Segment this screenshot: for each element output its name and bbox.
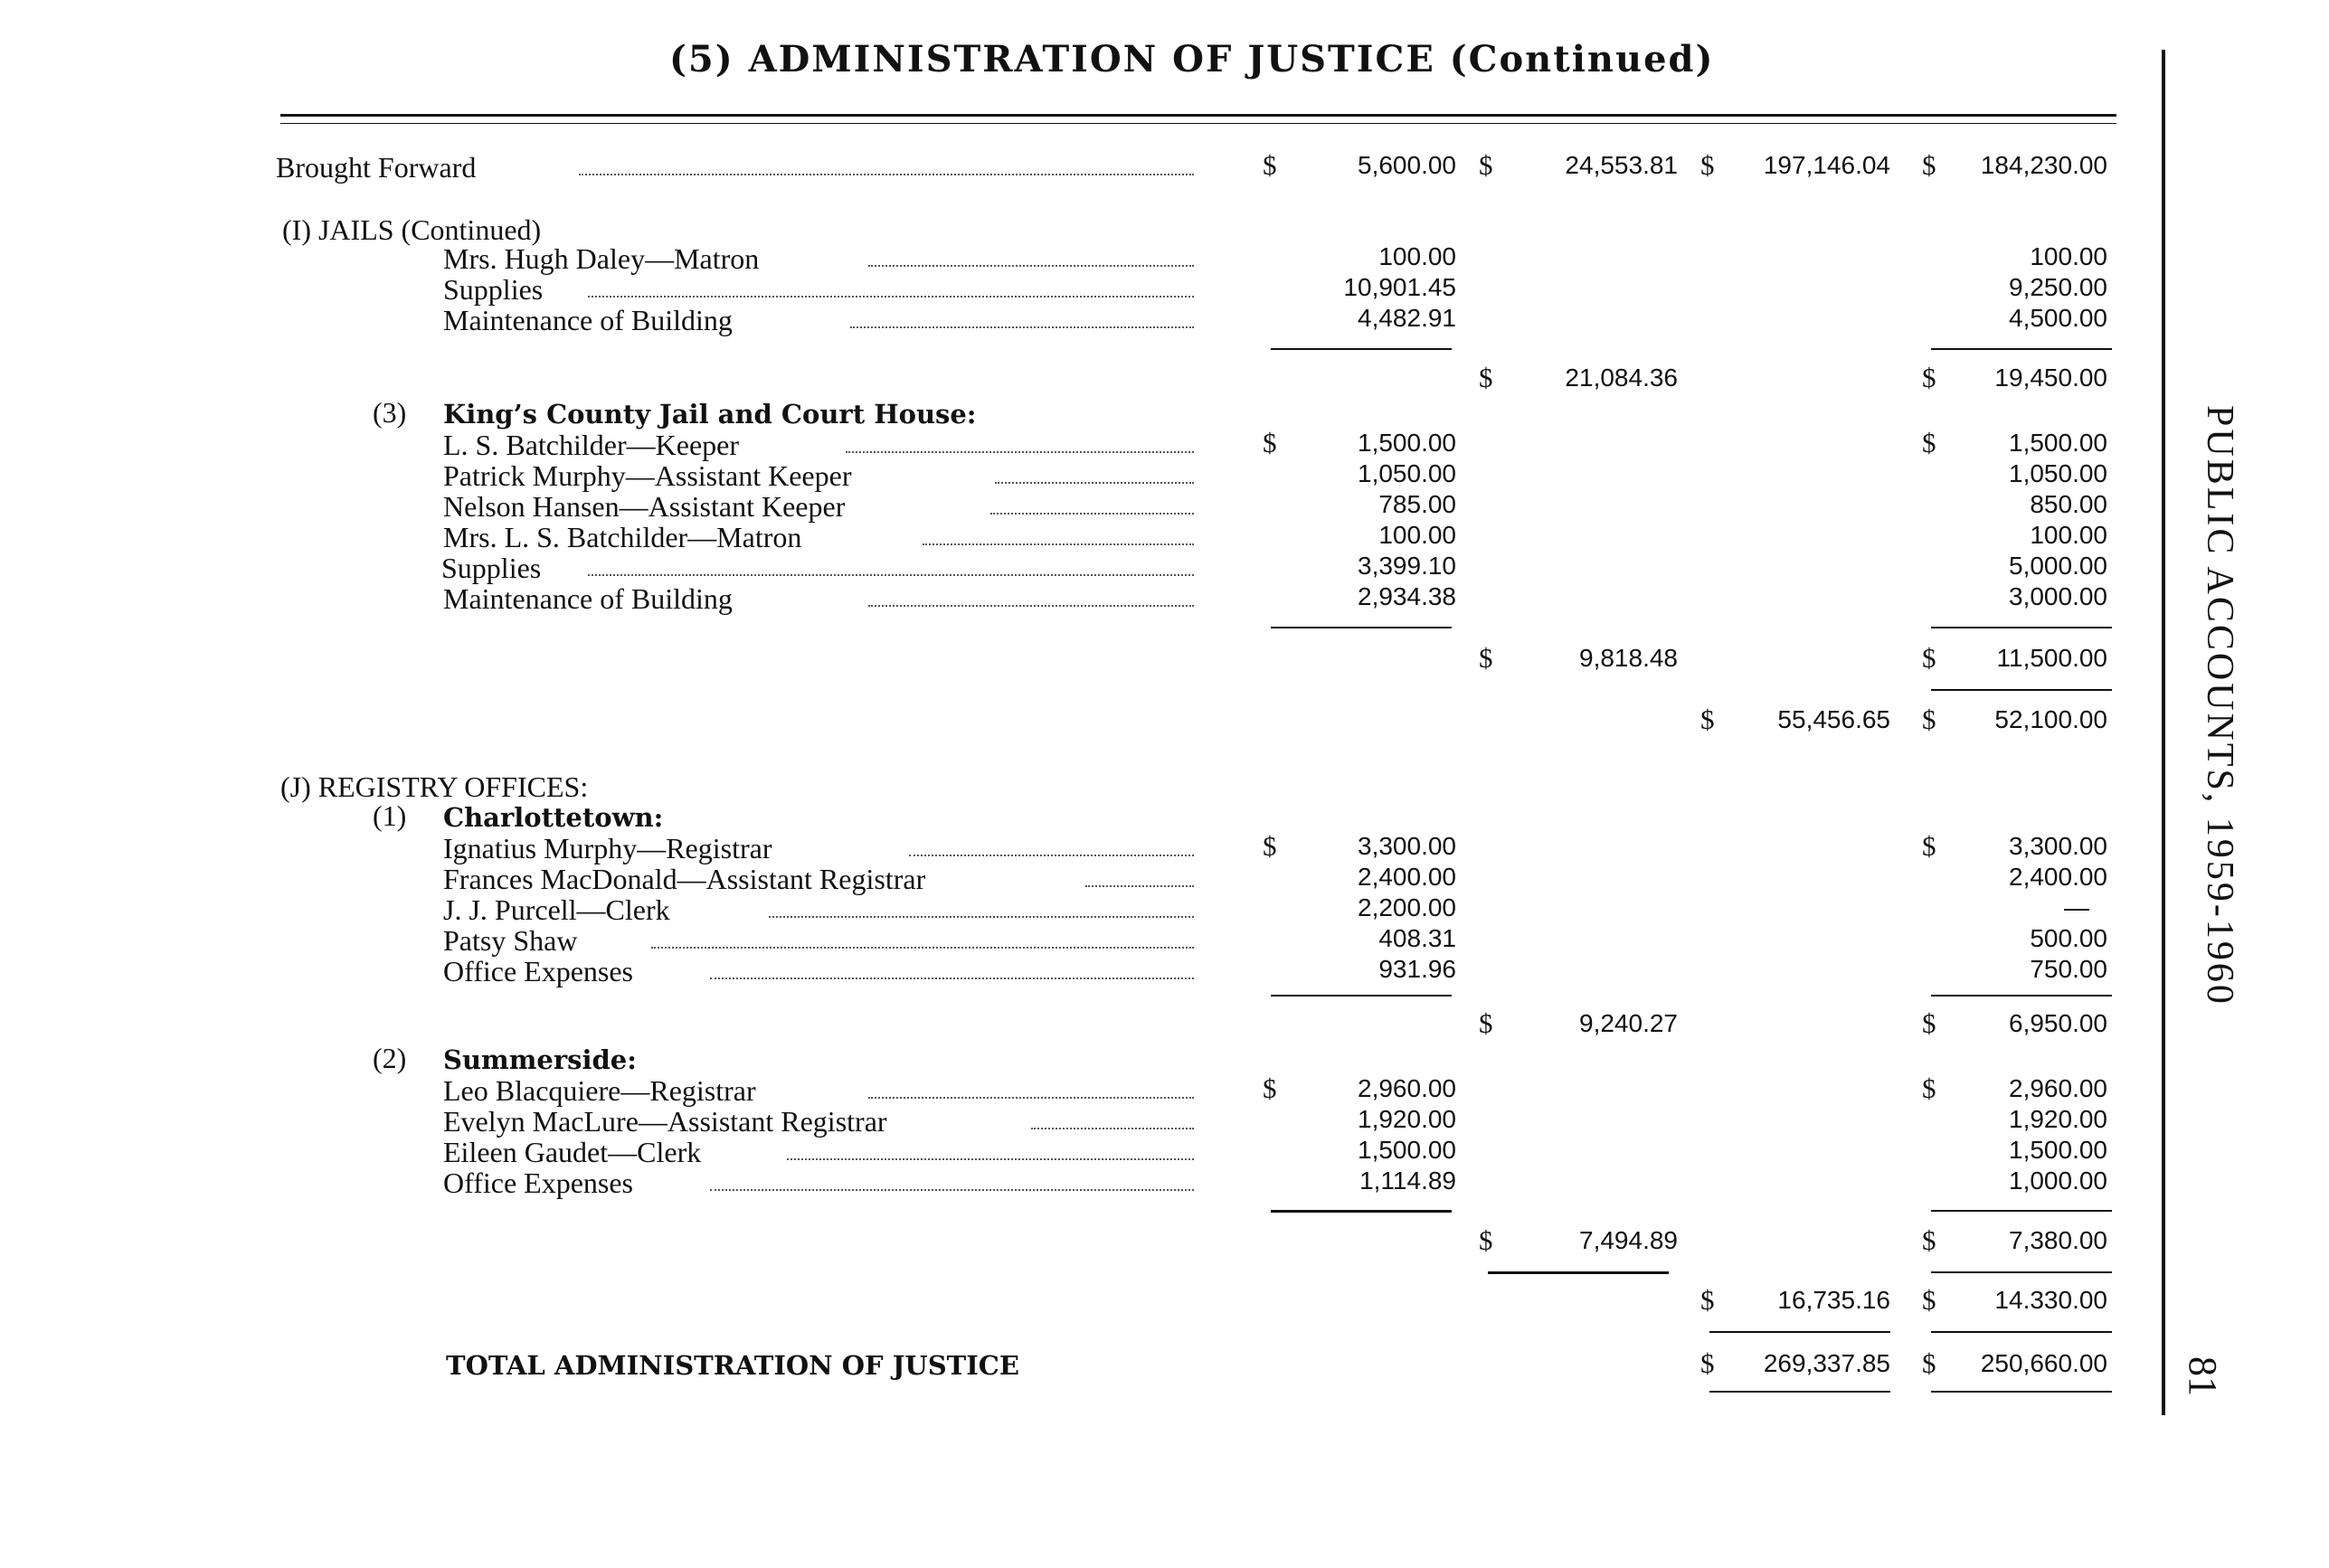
brought-forward-label: Brought Forward (276, 151, 477, 184)
sum-rule (1931, 627, 2112, 628)
section-heading-registry: (J) REGISTRY OFFICES: (280, 770, 589, 803)
amount-c1: 1,050.00 (1358, 459, 1456, 487)
line-item-label: Nelson Hansen—Assistant Keeper (443, 490, 846, 523)
line-item-label: J. J. Purcell—Clerk (443, 893, 670, 926)
dollar-sign: $ (1479, 362, 1493, 393)
grand-total-label: TOTAL ADMINISTRATION OF JUSTICE (446, 1350, 1019, 1381)
dollar-sign: $ (1922, 1347, 1936, 1379)
subsection-number: (2) (373, 1042, 407, 1074)
line-item-label: Leo Blacquiere—Registrar (443, 1074, 756, 1107)
amount-c1: 1,500.00 (1358, 429, 1456, 457)
brought-forward-c2: 24,553.81 (1565, 151, 1678, 179)
subsection-title: Summerside: (443, 1044, 637, 1075)
amount-c1: 100.00 (1378, 242, 1456, 270)
leader-dots (769, 916, 1194, 918)
subtotal-c2: 9,818.48 (1579, 644, 1678, 672)
subsection-title: Charlottetown: (443, 802, 664, 833)
dollar-sign: $ (1479, 1224, 1493, 1256)
dollar-sign: $ (1263, 830, 1277, 862)
line-item-label: Mrs. L. S. Batchilder—Matron (443, 521, 802, 553)
dollar-sign: $ (1479, 149, 1493, 181)
dollar-sign: $ (1700, 1284, 1715, 1316)
leader-dots (850, 326, 1194, 328)
subtotal-estimate: 6,950.00 (2009, 1009, 2107, 1037)
leader-dots (787, 1158, 1194, 1160)
leader-dots (588, 574, 1194, 576)
side-heading: PUBLIC ACCOUNTS, 1959-1960 (2199, 405, 2240, 1006)
dollar-sign: $ (1922, 1072, 1936, 1104)
amount-c1: 2,400.00 (1358, 863, 1456, 891)
dollar-sign: $ (1700, 149, 1715, 181)
jails-total-estimate: 52,100.00 (1994, 705, 2107, 733)
line-item-label: Mrs. Hugh Daley—Matron (443, 242, 760, 275)
jails-total-c3: 55,456.65 (1777, 705, 1890, 733)
leader-dots (868, 265, 1194, 267)
subtotal-c2: 9,240.27 (1579, 1009, 1678, 1037)
dollar-sign: $ (1922, 427, 1936, 458)
leader-dots (990, 513, 1194, 515)
dollar-sign: $ (1922, 830, 1936, 862)
leader-dots (868, 605, 1194, 607)
dollar-sign: $ (1922, 1224, 1936, 1256)
leader-dots (588, 296, 1194, 298)
amount-c1: 1,500.00 (1358, 1136, 1456, 1164)
subtotal-estimate: 11,500.00 (1996, 644, 2107, 672)
dollar-sign: $ (1922, 149, 1936, 181)
subsection-number: (3) (373, 396, 407, 429)
header-rule-thin (280, 123, 2116, 124)
leader-dots (651, 947, 1194, 949)
dollar-sign: $ (1922, 362, 1936, 393)
grand-total-c3: 269,337.85 (1763, 1349, 1890, 1377)
dollar-sign: $ (1922, 704, 1936, 735)
amount-c1: 10,901.45 (1343, 273, 1456, 301)
line-item-label: Supplies (441, 552, 542, 584)
sum-rule (1931, 995, 2112, 997)
line-item-label: Ignatius Murphy—Registrar (443, 832, 772, 864)
leader-dots (710, 1189, 1194, 1191)
line-item-label: L. S. Batchilder—Keeper (443, 429, 739, 461)
line-item-label: Maintenance of Building (443, 582, 733, 615)
line-item-label: Patsy Shaw (443, 924, 578, 957)
amount-c1: 1,114.89 (1359, 1167, 1456, 1195)
leader-dots (846, 451, 1194, 453)
brought-forward-c1: 5,600.00 (1358, 151, 1456, 179)
sum-rule (1271, 995, 1452, 997)
dollar-sign: $ (1700, 704, 1715, 735)
line-item-label: Office Expenses (443, 955, 633, 987)
leader-dots (1031, 1128, 1194, 1129)
amount-c1: 408.31 (1378, 924, 1456, 952)
amount-estimate: 5,000.00 (2009, 552, 2107, 580)
sum-rule (1931, 689, 2112, 691)
subtotal-estimate: 7,380.00 (2009, 1226, 2107, 1254)
amount-c1: 3,399.10 (1358, 552, 1456, 580)
sum-rule (1931, 1271, 2112, 1273)
amount-c1: 100.00 (1378, 521, 1456, 549)
page-number: 81 (2181, 1356, 2225, 1396)
amount-c1: 931.96 (1378, 955, 1456, 983)
leader-dots (1085, 885, 1194, 887)
amount-estimate: 100.00 (2030, 242, 2107, 270)
amount-estimate: 750.00 (2030, 955, 2107, 983)
dollar-sign: $ (1263, 427, 1277, 458)
leader-dots (995, 482, 1194, 484)
line-item-label: Patrick Murphy—Assistant Keeper (443, 459, 852, 492)
leader-dots (710, 978, 1194, 979)
amount-estimate: 100.00 (2030, 521, 2107, 549)
sum-rule (1271, 627, 1452, 628)
sum-rule (1931, 1210, 2112, 1212)
subsection-title: King’s County Jail and Court House: (443, 399, 977, 430)
amount-estimate: 2,960.00 (2009, 1074, 2107, 1102)
right-margin-rule (2162, 50, 2165, 1415)
amount-estimate: 500.00 (2030, 924, 2107, 952)
amount-c1: 4,482.91 (1358, 304, 1456, 332)
amount-estimate: 3,300.00 (2009, 832, 2107, 860)
header-rule (280, 114, 2116, 117)
leader-dots (868, 1097, 1194, 1099)
page-title: (5) ADMINISTRATION OF JUSTICE (Continued) (669, 38, 1715, 80)
section-heading-jails: (I) JAILS (Continued) (282, 213, 542, 246)
amount-c1: 2,200.00 (1358, 893, 1456, 921)
dollar-sign: $ (1263, 149, 1277, 181)
grand-total-estimate: 250,660.00 (1980, 1349, 2107, 1377)
sum-rule (1931, 348, 2112, 350)
line-item-label: Maintenance of Building (443, 304, 733, 336)
double-rule (1931, 1391, 2112, 1393)
brought-forward-c4: 184,230.00 (1980, 151, 2107, 179)
dollar-sign: $ (1479, 642, 1493, 674)
line-item-label: Eileen Gaudet—Clerk (443, 1136, 702, 1168)
leader-dots (923, 543, 1194, 545)
dollar-sign: $ (1700, 1347, 1715, 1379)
subtotal-estimate: 19,450.00 (1994, 364, 2107, 392)
registry-total-c3: 16,735.16 (1777, 1286, 1890, 1314)
amount-estimate: 850.00 (2030, 490, 2107, 518)
sum-rule (1271, 1210, 1452, 1213)
brought-forward-c3: 197,146.04 (1763, 151, 1890, 179)
line-item-label: Office Expenses (443, 1167, 633, 1199)
sum-rule (1931, 1331, 2112, 1333)
amount-c1: 2,960.00 (1358, 1074, 1456, 1102)
amount-estimate: 1,500.00 (2009, 1136, 2107, 1164)
dollar-sign: $ (1922, 642, 1936, 674)
dollar-sign: $ (1479, 1007, 1493, 1039)
amount-estimate: 3,000.00 (2009, 582, 2107, 610)
double-rule (1709, 1391, 1890, 1393)
amount-c1: 2,934.38 (1358, 582, 1456, 610)
registry-total-estimate: 14.330.00 (1994, 1286, 2107, 1314)
amount-estimate: 1,000.00 (2009, 1167, 2107, 1195)
sum-rule (1488, 1271, 1669, 1274)
amount-estimate: 1,050.00 (2009, 459, 2107, 487)
dollar-sign: $ (1922, 1284, 1936, 1316)
leader-dots (909, 855, 1194, 856)
sum-rule (1709, 1331, 1890, 1333)
amount-estimate: 1,920.00 (2009, 1105, 2107, 1133)
amount-estimate: 4,500.00 (2009, 304, 2107, 332)
line-item-label: Supplies (443, 273, 544, 306)
amount-c1: 3,300.00 (1358, 832, 1456, 860)
amount-estimate: 1,500.00 (2009, 429, 2107, 457)
subtotal-c2: 21,084.36 (1565, 364, 1678, 392)
dollar-sign: $ (1263, 1072, 1277, 1104)
leader-dots (579, 174, 1194, 175)
amount-c1: 785.00 (1378, 490, 1456, 518)
line-item-label: Frances MacDonald—Assistant Registrar (443, 863, 926, 895)
amount-estimate: — (2064, 893, 2089, 921)
subsection-number: (1) (373, 799, 407, 832)
amount-estimate: 9,250.00 (2009, 273, 2107, 301)
line-item-label: Evelyn MacLure—Assistant Registrar (443, 1105, 887, 1138)
amount-estimate: 2,400.00 (2009, 863, 2107, 891)
subtotal-c2: 7,494.89 (1579, 1226, 1678, 1254)
dollar-sign: $ (1922, 1007, 1936, 1039)
amount-c1: 1,920.00 (1358, 1105, 1456, 1133)
sum-rule (1271, 348, 1452, 350)
